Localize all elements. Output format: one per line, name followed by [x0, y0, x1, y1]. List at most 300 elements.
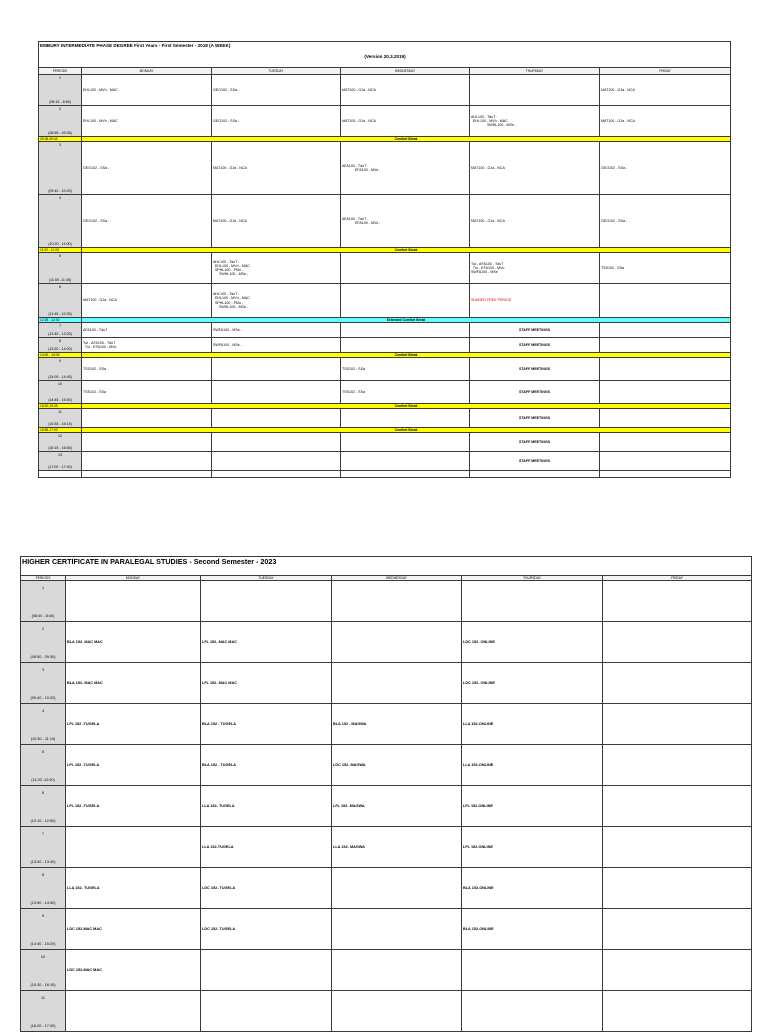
class-entry: MAT100 - GJa - NCA — [471, 218, 505, 223]
class-entry: MAT100 - GJa - NCA — [601, 118, 635, 123]
period-time: (08:15 - 8:55) — [49, 100, 71, 105]
class-cell — [201, 868, 332, 909]
period-row — [39, 409, 731, 428]
class-entry: LFL 152- MAC MAC — [202, 639, 237, 644]
break-time: 16:55-17:00 — [39, 428, 82, 433]
class-entry: LLA 152-TUGELA — [202, 844, 234, 849]
class-entry: GEO102 - SSa - — [601, 165, 628, 170]
period-time: (16:15 - 16:55) — [48, 446, 72, 451]
class-entry: BLA 152- MAC MAC — [67, 680, 103, 685]
period-row — [39, 284, 731, 318]
break-time: 14:00 - 14:05 — [39, 353, 82, 358]
class-cell — [212, 358, 341, 381]
class-cell — [603, 622, 752, 663]
class-cell — [82, 106, 212, 137]
class-cell — [212, 142, 341, 195]
period-cell — [21, 663, 66, 704]
class-cell — [82, 381, 212, 404]
class-cell — [470, 409, 600, 428]
period-cell — [39, 323, 82, 338]
column-header: WEDNESDAY — [341, 68, 470, 75]
break-label: Comfort Break — [82, 428, 731, 433]
class-cell — [600, 409, 731, 428]
class-entry: STAFF MEETINGS — [518, 439, 551, 444]
class-cell — [332, 622, 462, 663]
class-entry: MAT100 - GJa - NCA — [213, 165, 247, 170]
period-number: 6 — [59, 284, 61, 289]
period-time: (14:05 - 14:45) — [48, 375, 72, 380]
timetable-paralegal — [20, 556, 752, 1032]
period-time: (15:30 - 16:10) — [30, 983, 56, 988]
class-cell — [201, 786, 332, 827]
period-number: 8 — [59, 338, 61, 343]
class-cell — [462, 663, 603, 704]
column-header: WEDNESDAY — [332, 576, 462, 581]
class-cell — [332, 704, 462, 745]
period-cell — [21, 704, 66, 745]
class-cell — [462, 950, 603, 991]
column-header: FRIDAY — [600, 68, 731, 75]
class-entry: BLA 152 - TUGELA — [202, 762, 237, 767]
period-cell — [21, 622, 66, 663]
class-cell — [332, 581, 462, 622]
break-label: Comfort Break — [82, 137, 731, 142]
class-cell — [341, 409, 470, 428]
period-number: 1 — [41, 585, 45, 590]
period-row — [21, 663, 752, 704]
period-time: (10:30 - 11:10) — [30, 737, 56, 742]
class-cell — [603, 827, 752, 868]
class-cell — [341, 75, 470, 106]
class-cell — [66, 991, 201, 1032]
period-number: 6 — [41, 790, 45, 795]
period-cell — [39, 409, 82, 428]
break-label: Comfort Break — [82, 248, 731, 253]
period-cell — [21, 827, 66, 868]
class-cell — [341, 452, 470, 471]
class-entry: AFA100 - TduT - EFA100 - MVo - — [342, 163, 381, 172]
class-cell — [462, 909, 603, 950]
period-row — [21, 786, 752, 827]
class-cell — [603, 581, 752, 622]
period-row — [21, 868, 752, 909]
period-row — [21, 909, 752, 950]
period-time: (11:20 -12:00) — [31, 778, 55, 783]
class-cell — [462, 622, 603, 663]
class-cell — [600, 433, 731, 452]
class-cell — [462, 991, 603, 1032]
class-entry: TSS102 - SSa — [601, 265, 624, 270]
class-entry: AHL100 - TduT - EHL100 - MVh - MAC SPHL100 - PMo - SWHL100 - MSe - — [213, 292, 250, 309]
class-cell — [470, 338, 600, 353]
class-cell — [470, 284, 600, 318]
class-entry: MAT100 - GJa - NCA — [83, 298, 117, 303]
period-number: 5 — [59, 253, 61, 258]
period-time: (08:55 - 09:35) — [48, 131, 72, 136]
class-cell — [66, 909, 201, 950]
period-row — [21, 991, 752, 1032]
period-cell — [21, 909, 66, 950]
period-time: (12:10 - 12:50) — [30, 819, 56, 824]
period-row — [21, 745, 752, 786]
period-cell — [39, 75, 82, 106]
class-cell — [66, 622, 201, 663]
class-cell — [332, 909, 462, 950]
period-cell — [39, 142, 82, 195]
column-header: TUESDAY — [212, 68, 341, 75]
period-row — [39, 75, 731, 106]
title-row — [21, 557, 752, 576]
period-number: 4 — [41, 708, 45, 713]
page-title: HIGHER CERTIFICATE IN PARALEGAL STUDIES - Second Semester - 2023 — [22, 557, 277, 566]
class-entry: GEO102 - SSa - — [83, 165, 110, 170]
class-cell — [462, 704, 603, 745]
class-cell — [66, 950, 201, 991]
class-entry: LLA 152- TUGELA — [67, 885, 100, 890]
period-cell — [39, 284, 82, 318]
class-entry: BLA 152-ONLINE — [463, 885, 494, 890]
period-row — [39, 381, 731, 404]
period-number: 7 — [41, 831, 45, 836]
class-cell — [462, 827, 603, 868]
class-cell — [82, 323, 212, 338]
period-cell — [39, 106, 82, 137]
period-number: 1 — [59, 75, 61, 80]
class-cell — [82, 195, 212, 248]
class-entry: MAT100 - GJa - NCA — [342, 118, 376, 123]
class-entry: SHARED FREE PERIOD — [471, 298, 512, 303]
column-header: FRIDAY — [603, 576, 752, 581]
class-entry: EHL100 - MVh - MAC — [83, 118, 118, 123]
period-time: (10:20 - 11:00) — [48, 242, 72, 247]
period-number: 11 — [41, 995, 45, 1000]
period-cell — [39, 433, 82, 452]
class-cell — [462, 745, 603, 786]
class-cell — [470, 433, 600, 452]
break-label: Extended Comfort Break — [82, 318, 731, 323]
class-cell — [341, 323, 470, 338]
period-time: (08:50 - 09:30) — [30, 655, 56, 660]
class-cell — [603, 909, 752, 950]
period-cell — [39, 195, 82, 248]
period-number: 4 — [59, 195, 61, 200]
class-cell — [82, 358, 212, 381]
class-cell — [600, 452, 731, 471]
title-row — [39, 42, 731, 68]
column-header: THURSDAY — [470, 68, 600, 75]
class-cell — [603, 950, 752, 991]
class-cell — [332, 991, 462, 1032]
class-cell — [470, 195, 600, 248]
class-cell — [600, 284, 731, 318]
class-cell — [332, 868, 462, 909]
class-entry: BLA 152- MAC MAC — [67, 639, 103, 644]
period-row — [39, 106, 731, 137]
class-cell — [600, 106, 731, 137]
class-cell — [82, 75, 212, 106]
column-header: MONDAY — [66, 576, 201, 581]
class-entry: LFL 152-ONLINE — [463, 803, 493, 808]
period-number: 2 — [41, 626, 45, 631]
class-cell — [201, 704, 332, 745]
period-number: 2 — [59, 106, 61, 111]
class-cell — [462, 786, 603, 827]
class-entry: BLA 152-ONLINE — [463, 926, 494, 931]
class-entry: LFL 152- MAC MAC — [202, 680, 237, 685]
class-cell — [212, 323, 341, 338]
class-entry: MAT100 - GJa - NCA — [601, 87, 635, 92]
period-row — [39, 338, 731, 353]
timetable-embury — [38, 41, 731, 478]
class-entry: LDC 152-MAC MAC — [67, 967, 102, 972]
period-time: (13:20 - 14:00) — [48, 347, 72, 352]
class-cell — [82, 433, 212, 452]
class-cell — [201, 991, 332, 1032]
period-time: (16:20 - 17:00) — [30, 1024, 56, 1029]
break-time: 12:25 - 12:40 — [39, 318, 82, 323]
class-entry: MAT100 - GJa - NCA — [471, 165, 505, 170]
class-cell — [462, 581, 603, 622]
class-cell — [66, 827, 201, 868]
period-number: 11 — [58, 409, 62, 414]
class-entry: AFA100 - TduT - EFA100 - MVo - — [342, 216, 381, 225]
column-header: MONDAY — [82, 68, 212, 75]
class-entry: LLA 152- MAGWA — [333, 844, 365, 849]
class-cell — [462, 868, 603, 909]
class-entry: STAFF MEETINGS — [518, 389, 551, 394]
period-row — [39, 323, 731, 338]
period-number: 7 — [59, 323, 61, 328]
period-row — [21, 827, 752, 868]
break-label: Comfort Break — [82, 353, 731, 358]
break-time: 11:00 - 11:05 — [39, 248, 82, 253]
class-entry: EHL100 - MVh - MAC — [83, 87, 118, 92]
class-cell — [600, 195, 731, 248]
class-cell — [332, 950, 462, 991]
class-entry: LDC 152-MAC MAC — [67, 926, 102, 931]
class-entry: TuI - AFA100 - TduT TuI - EFA100 - MVo SWFA100 - MSe — [471, 261, 505, 275]
class-cell — [82, 142, 212, 195]
period-row — [21, 622, 752, 663]
page-title: EMBURY INTERMEDIATE PHASE DEGREE First Years - First Semester - 2018 (A WEEK) — [40, 43, 231, 48]
class-cell — [341, 253, 470, 284]
header-row — [39, 68, 731, 75]
class-entry: LFL 152 -TUGELA — [67, 721, 100, 726]
class-entry: LDC 152- ONLINE — [463, 639, 495, 644]
class-cell — [82, 284, 212, 318]
column-header: PERIODS — [21, 576, 66, 581]
class-cell — [341, 106, 470, 137]
column-header: THURSDAY — [462, 576, 603, 581]
class-cell — [603, 868, 752, 909]
period-number: 5 — [41, 749, 45, 754]
class-cell — [470, 381, 600, 404]
period-cell — [21, 581, 66, 622]
class-cell — [212, 381, 341, 404]
class-entry: AHL100 - TduT - EHL100 - MVh - MAC SPHL100 - PMo - SWHL100 - MSe - — [213, 259, 250, 277]
period-row — [39, 195, 731, 248]
period-number: 8 — [41, 872, 45, 877]
period-cell — [39, 381, 82, 404]
class-cell — [212, 106, 341, 137]
class-entry: LFL 152-ONLINE — [463, 844, 493, 849]
class-cell — [82, 409, 212, 428]
class-cell — [332, 745, 462, 786]
class-entry: LDC 152- TUGELA — [202, 885, 236, 890]
period-time: (11:05 -11:45) — [48, 278, 72, 283]
class-entry: TuI - AFA100 - TduT TuI - EFA100 - MVo — [83, 340, 117, 349]
class-cell — [82, 452, 212, 471]
class-entry: TSS102 - SSa — [83, 389, 106, 394]
class-cell — [82, 338, 212, 353]
class-cell — [341, 381, 470, 404]
period-time: (17:00 - 17:40) — [48, 465, 72, 470]
empty-cell — [82, 471, 212, 478]
title-cell — [21, 557, 752, 576]
class-cell — [201, 663, 332, 704]
class-entry: BLA 152 - MAGWA — [333, 721, 367, 726]
class-cell — [66, 745, 201, 786]
class-cell — [201, 950, 332, 991]
column-header: TUESDAY — [201, 576, 332, 581]
class-cell — [600, 358, 731, 381]
class-cell — [603, 786, 752, 827]
class-entry: STAFF MEETINGS — [518, 415, 551, 420]
class-entry: STAFF MEETINGS — [518, 458, 551, 463]
class-cell — [470, 75, 600, 106]
period-time: (13:00 - 13:40) — [30, 860, 56, 865]
period-number: 3 — [59, 142, 61, 147]
class-cell — [470, 452, 600, 471]
class-entry: STAFF MEETINGS — [518, 342, 551, 347]
class-entry: GEO102 - SSa - — [213, 118, 240, 123]
class-cell — [212, 195, 341, 248]
class-entry: LLA 152-ONLINE — [463, 762, 494, 767]
period-cell — [21, 745, 66, 786]
class-cell — [603, 991, 752, 1032]
class-cell — [603, 704, 752, 745]
class-entry: TSS102 - SSa — [342, 366, 365, 371]
class-cell — [600, 338, 731, 353]
period-row — [39, 433, 731, 452]
class-entry: LLA 152-ONLINE — [463, 721, 494, 726]
class-cell — [341, 433, 470, 452]
blank-row — [39, 471, 731, 478]
period-time: (08:00 - 8:40) — [31, 614, 55, 619]
class-cell — [603, 663, 752, 704]
empty-cell — [212, 471, 341, 478]
class-cell — [212, 409, 341, 428]
class-cell — [66, 704, 201, 745]
period-row — [39, 358, 731, 381]
class-cell — [212, 253, 341, 284]
period-time: (14:40 - 15:20) — [30, 942, 56, 947]
empty-cell — [341, 471, 470, 478]
class-cell — [603, 745, 752, 786]
empty-cell — [39, 471, 82, 478]
class-entry: AHL100 - TduT - EHL100 - MVh - MAC SWHL100 - MSe - — [471, 114, 517, 128]
class-entry: LDC 152- TUGELA — [202, 926, 236, 931]
break-time: 15:30-15:35 — [39, 404, 82, 409]
class-cell — [600, 381, 731, 404]
class-entry: GEO102 - SSa - — [213, 87, 240, 92]
class-entry: STAFF MEETINGS — [518, 327, 551, 332]
class-cell — [600, 253, 731, 284]
period-cell — [21, 991, 66, 1032]
empty-cell — [470, 471, 600, 478]
class-cell — [600, 323, 731, 338]
class-cell — [341, 284, 470, 318]
break-time: 09:35-09:40 — [39, 137, 82, 142]
column-header: PERIODS — [39, 68, 82, 75]
period-row — [21, 950, 752, 991]
period-number: 10 — [40, 954, 46, 959]
period-time: (12:40 - 13:20) — [48, 332, 72, 337]
class-cell — [332, 663, 462, 704]
class-entry: LFL 152 -TUGELA — [67, 762, 100, 767]
class-entry: LDC 152- ONLINE — [463, 680, 495, 685]
class-entry: LFL 152- MAGWA — [333, 803, 365, 808]
class-cell — [201, 622, 332, 663]
period-number: 13 — [58, 452, 62, 457]
class-entry: TSS102 - SSa — [83, 366, 106, 371]
title-cell — [39, 42, 731, 68]
class-cell — [66, 786, 201, 827]
class-cell — [66, 581, 201, 622]
class-entry: LDC 152- MAGWA — [333, 762, 366, 767]
class-entry: SWFA100 - MSe - — [213, 342, 242, 347]
period-time: (13:50 - 14:30) — [30, 901, 56, 906]
period-time: (11:45 - 12:25) — [48, 312, 72, 317]
class-cell — [212, 75, 341, 106]
period-number: 9 — [41, 913, 45, 918]
class-entry: LFL 152 -TUGELA — [67, 803, 100, 808]
class-cell — [212, 284, 341, 318]
class-cell — [341, 338, 470, 353]
class-cell — [600, 142, 731, 195]
period-row — [21, 704, 752, 745]
period-number: 9 — [59, 358, 61, 363]
class-cell — [470, 323, 600, 338]
break-label: Comfort Break — [82, 404, 731, 409]
class-entry: STAFF MEETINGS — [518, 366, 551, 371]
class-entry: TSS102 - SSa — [342, 389, 365, 394]
class-entry: GEO102 - SSa - — [83, 218, 110, 223]
class-cell — [332, 827, 462, 868]
class-cell — [201, 827, 332, 868]
class-entry: AFA100 - TduT — [83, 327, 108, 332]
period-row — [39, 452, 731, 471]
class-cell — [212, 433, 341, 452]
class-cell — [341, 142, 470, 195]
class-cell — [470, 358, 600, 381]
class-cell — [470, 106, 600, 137]
period-time: (15:35 - 16:15) — [48, 422, 72, 427]
period-cell — [21, 868, 66, 909]
period-number: 12 — [58, 433, 62, 438]
class-cell — [212, 338, 341, 353]
period-time: (09:40 - 10:20) — [48, 189, 72, 194]
period-time: (09:40 - 10:20) — [30, 696, 56, 701]
class-entry: MAT100 - GJa - NCA — [213, 218, 247, 223]
class-cell — [600, 75, 731, 106]
period-cell — [21, 950, 66, 991]
period-cell — [21, 786, 66, 827]
period-cell — [39, 358, 82, 381]
class-entry: SWFA100 - MSe - — [213, 327, 242, 332]
period-cell — [39, 338, 82, 353]
period-cell — [39, 452, 82, 471]
